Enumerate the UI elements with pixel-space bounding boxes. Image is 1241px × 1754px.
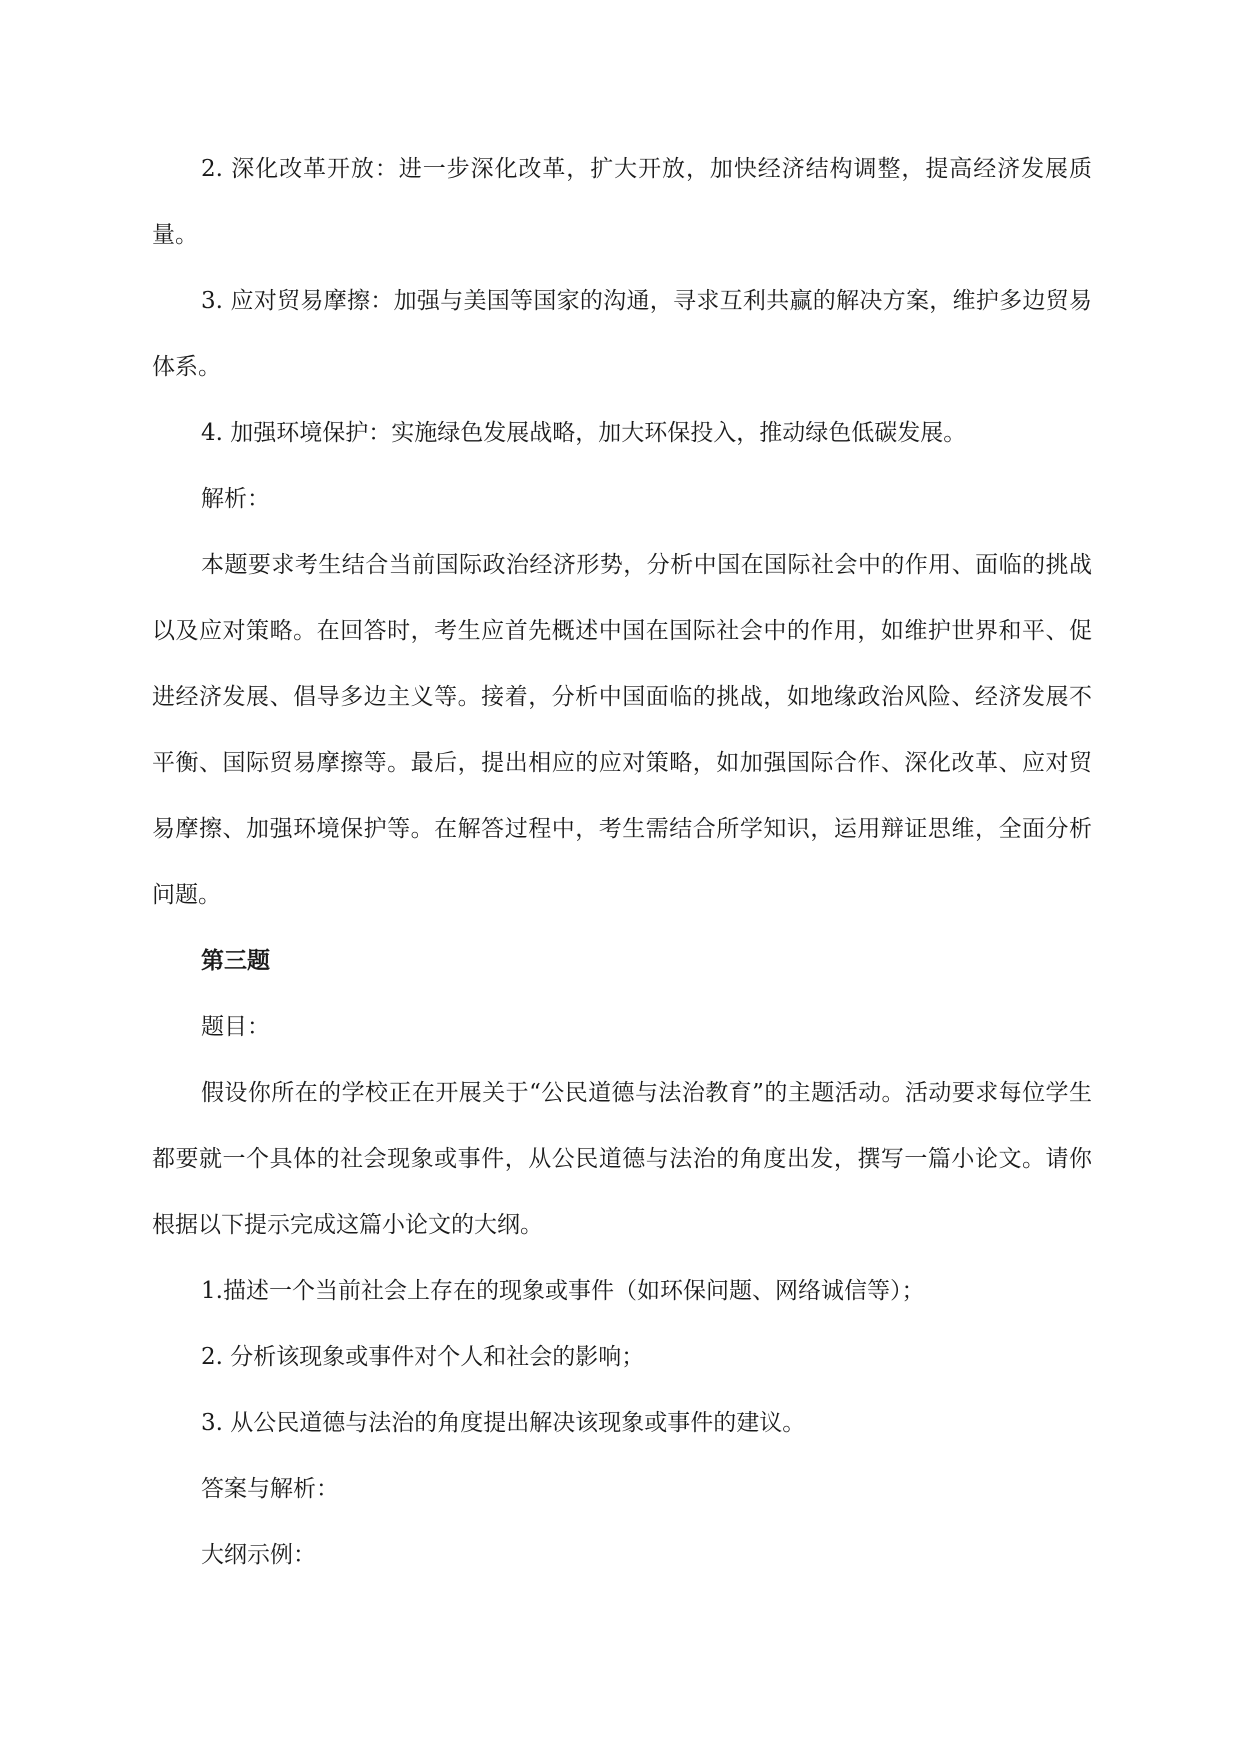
question-label: 题目： <box>201 1014 270 1040</box>
answer-point-3: 3. 应对贸易摩擦：加强与美国等国家的沟通，寻求互利共赢的解决方案，维护多边贸易体系。 <box>152 288 1092 380</box>
answer-point-4: 4. 加强环境保护：实施绿色发展战略，加大环保投入，推动绿色低碳发展。 <box>201 420 967 446</box>
document-body <box>152 136 1092 1588</box>
question-heading: 第三题 <box>201 948 270 974</box>
analysis-text: 本题要求考生结合当前国际政治经济形势，分析中国在国际社会中的作用、面临的挑战以及应对策略。在回答时，考生应首先概述中国在国际社会中的作用，如维护世界和平、促进经济发展、倡导多边主义等。接着，分析中国面临的挑战，如地缘政治风险、经济发展不平衡、国际贸易摩擦等。最后，提出相应的应对策略，如加强国际合作、深化改革、应对贸易摩擦、加强环境保护等。在解答过程中，考生需结合所学知识，运用辩证思维，全面分析问题。 <box>152 552 1092 908</box>
analysis-label: 解析： <box>201 486 270 512</box>
prompt-item-1: 1.描述一个当前社会上存在的现象或事件（如环保问题、网络诚信等）； <box>201 1278 925 1304</box>
prompt-item-3: 3. 从公民道德与法治的角度提出解决该现象或事件的建议。 <box>201 1410 806 1436</box>
answer-analysis-label: 答案与解析： <box>201 1476 339 1502</box>
answer-point-2: 2. 深化改革开放：进一步深化改革，扩大开放，加快经济结构调整，提高经济发展质量。 <box>152 156 1092 248</box>
question-text: 假设你所在的学校正在开展关于“公民道德与法治教育”的主题活动。活动要求每位学生都要就一个具体的社会现象或事件，从公民道德与法治的角度出发，撰写一篇小论文。请你根据以下提示完成这篇小论文的大纲。 <box>152 1080 1092 1238</box>
prompt-item-2: 2. 分析该现象或事件对个人和社会的影响； <box>201 1344 645 1370</box>
outline-example-label: 大纲示例： <box>201 1542 316 1568</box>
